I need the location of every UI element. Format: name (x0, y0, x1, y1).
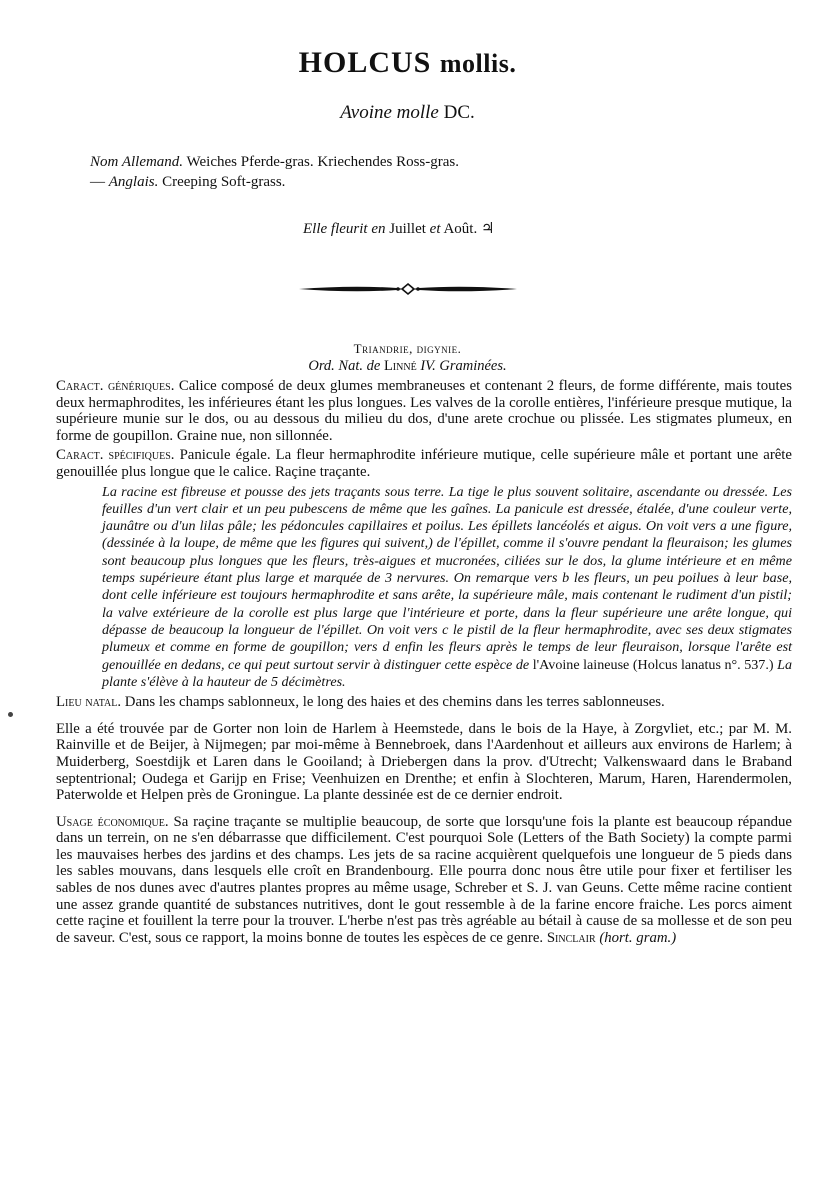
margin-speck (8, 712, 13, 717)
ornament-divider (297, 281, 519, 297)
habitat-text: Dans les champs sablonneux, le long des haies et des chemins dans les terres sablonneuses. (124, 694, 665, 711)
german-label: Nom Allemand. (90, 154, 184, 170)
economic-usage (56, 814, 792, 947)
english-dash: — (90, 174, 105, 190)
order-heading (0, 358, 815, 375)
flowering-text-3: et (429, 221, 441, 237)
specific-label: Caract. spécifiques. (56, 447, 175, 464)
generic-characters (56, 378, 792, 444)
species-name: mollis. (439, 49, 517, 78)
description (102, 484, 792, 692)
common-name-fr: Avoine molle (340, 102, 439, 123)
flowering-line (303, 219, 723, 238)
english-names: Creeping Soft-grass. (162, 174, 286, 190)
common-names (90, 152, 730, 192)
english-label: Anglais. (108, 174, 159, 190)
usage-label: Usage économique. (56, 813, 169, 830)
order-pre: Ord. Nat. de (308, 358, 381, 374)
habitat-label: Lieu natal. (56, 694, 122, 711)
generic-text: Calice composé de deux glumes membraneuses et contenant 2 fleurs, de forme différente, mais toutes deux hermaphrodites, les inférieures étant les plus longues. Les valves de la corolle entières, l'inférieure presque mutique, la supérieure munie sur le dos, ou au dessous du milieu du dos, d'une arete crochue ou plissée. Les stigmates plumeux, en forme de goupillon. Graine nue, non sillonnée. (56, 378, 792, 444)
specific-text: Panicule égale. La fleur hermaphrodite inférieure mutique, celle supérieure mâle et portant une arête genouillée plus longue que le calice. Raçine traçante. (56, 447, 792, 480)
flowering-month-2: Août. (443, 221, 478, 237)
german-names-line (90, 152, 730, 172)
usage-text: Sa raçine traçante se multiplie beaucoup, de sorte que lorsqu'une fois la plante est beaucoup répandue dans un terrein, on ne s'en débarrasse que difficilement. C'est pourquoi Sole (Letters of the Bath Society) la compte parmi les mauvaises herbes des jardins et des champs. Les jets de sa racine acquièrent quelquefois une longueur de 5 pieds dans les sables mouvans, dans lesquels elle croît en Brandenbourg. Elle pourra donc nous être utile pour fixer et fertiliser les sables de nos dunes avec d'autres plantes propres au même usage, Schreber et S. J. van Geuns. Cette même racine contient une assez grande quantité de substances nutritives, dont le gout ressemble à de la farine encore fraiche. Les porcs aiment cette raçine et fouillent la terre pour la trouver. L'herbe n'est pas très agréable au bétail à cause de sa mollesse et de son peu de saveur. C'est, sous ce rapport, la moins bonne de toutes les espèces de ce genre. (56, 813, 792, 946)
locations: Elle a été trouvée par de Gorter non loin de Harlem à Heemstede, dans le bois de la Haye, à Zorgvliet, etc.; par M. M. Rainville et de Beijer, à Nijmegen; par moi-même à Bennebroek, dans l'Aardenhout et ailleurs aux environs de Harlem; à Muiderberg, Soestdijk et Laren dans le Gooiland; à Driebergen dans la prov. d'Utrecht; Valkenswaard dans le Braband septentrional; Oudega et Garijp en Frise; Veenhuizen en Drenthe; et enfin à Slochteren, Marum, Haren, Harendermolen, Paterwolde et Helpen près de Groningue. La plante dessinée est de ce dernier endroit. (56, 720, 792, 804)
class-heading: Triandrie, digynie. (353, 341, 462, 356)
german-names: Weiches Pferde-gras. Kriechendes Ross-gras. (186, 154, 459, 170)
usage-ref-work: (hort. gram.) (599, 929, 677, 946)
usage-ref-author: Sinclair (546, 929, 596, 946)
description-text: La racine est fibreuse et pousse des jets traçants sous terre. La tige le plus souvent solitaire, ascendante ou dressée. Les feuilles d'un vert clair et un peu pubescens de même que les gaînes. La panicule est dressée, étalée, d'une couleur verte, jaunâtre ou d'un lilas pâle; les pédoncules capillaires et poilus. Les épillets lancéolés et aigus. On voit vers a une figure, (dessinée à la loupe, de même que les figures qui suivent,) de l'épillet, comme il s'ouvre pendant la fleuraison; les glumes sont beaucoup plus longues que les fleurs, très-aigues et mucronées, ciliées sur le dos, la glume intérieure et en même temps supérieure étant plus large et marquée de 3 nervures. On remarque vers b les fleurs, un peu poilues à leur base, dont celle inférieure est toujours hermaphrodite et sans arête, la supérieure mâle, mais contenant le rudiment d'un pistil; la valve extérieure de la corolle est plus large que l'intérieure et porte, dans la fleur supérieure une arête longue, qui dépasse de beaucoup la longueur de l'épillet. On voit vers c le pistil de la fleur hermaphrodite, avec ses deux stigmates plumeux et comme en forme de goupillon; vers d enfin les fleurs après le temps de leur fleuraison, lorsque l'arête est genouillée en dedans, ce qui peut surtout servir à distinguer cette espèce de (102, 483, 792, 673)
english-names-line (90, 172, 730, 192)
description-end: La plante s'élève à la hauteur de 5 décimètres. (102, 656, 792, 690)
order-author: Linné (383, 358, 417, 374)
generic-label: Caract. génériques. (56, 378, 175, 394)
body-text (56, 378, 792, 949)
flowering-month-1: Juillet (389, 221, 426, 237)
order-post: IV. Graminées. (420, 358, 507, 374)
genus-name: HOLCUS (298, 46, 432, 79)
flowering-text-1: Elle fleurit (303, 221, 368, 237)
flowering-text-2: en (371, 221, 386, 237)
habitat (56, 694, 792, 711)
page-title (0, 46, 815, 80)
specific-characters (56, 447, 792, 480)
author-abbrev: DC. (443, 102, 475, 123)
subtitle (0, 102, 815, 124)
description-upright: l'Avoine laineuse (Holcus lanatus n°. 537.) (532, 656, 774, 673)
perennial-symbol: ♃ (480, 221, 495, 237)
